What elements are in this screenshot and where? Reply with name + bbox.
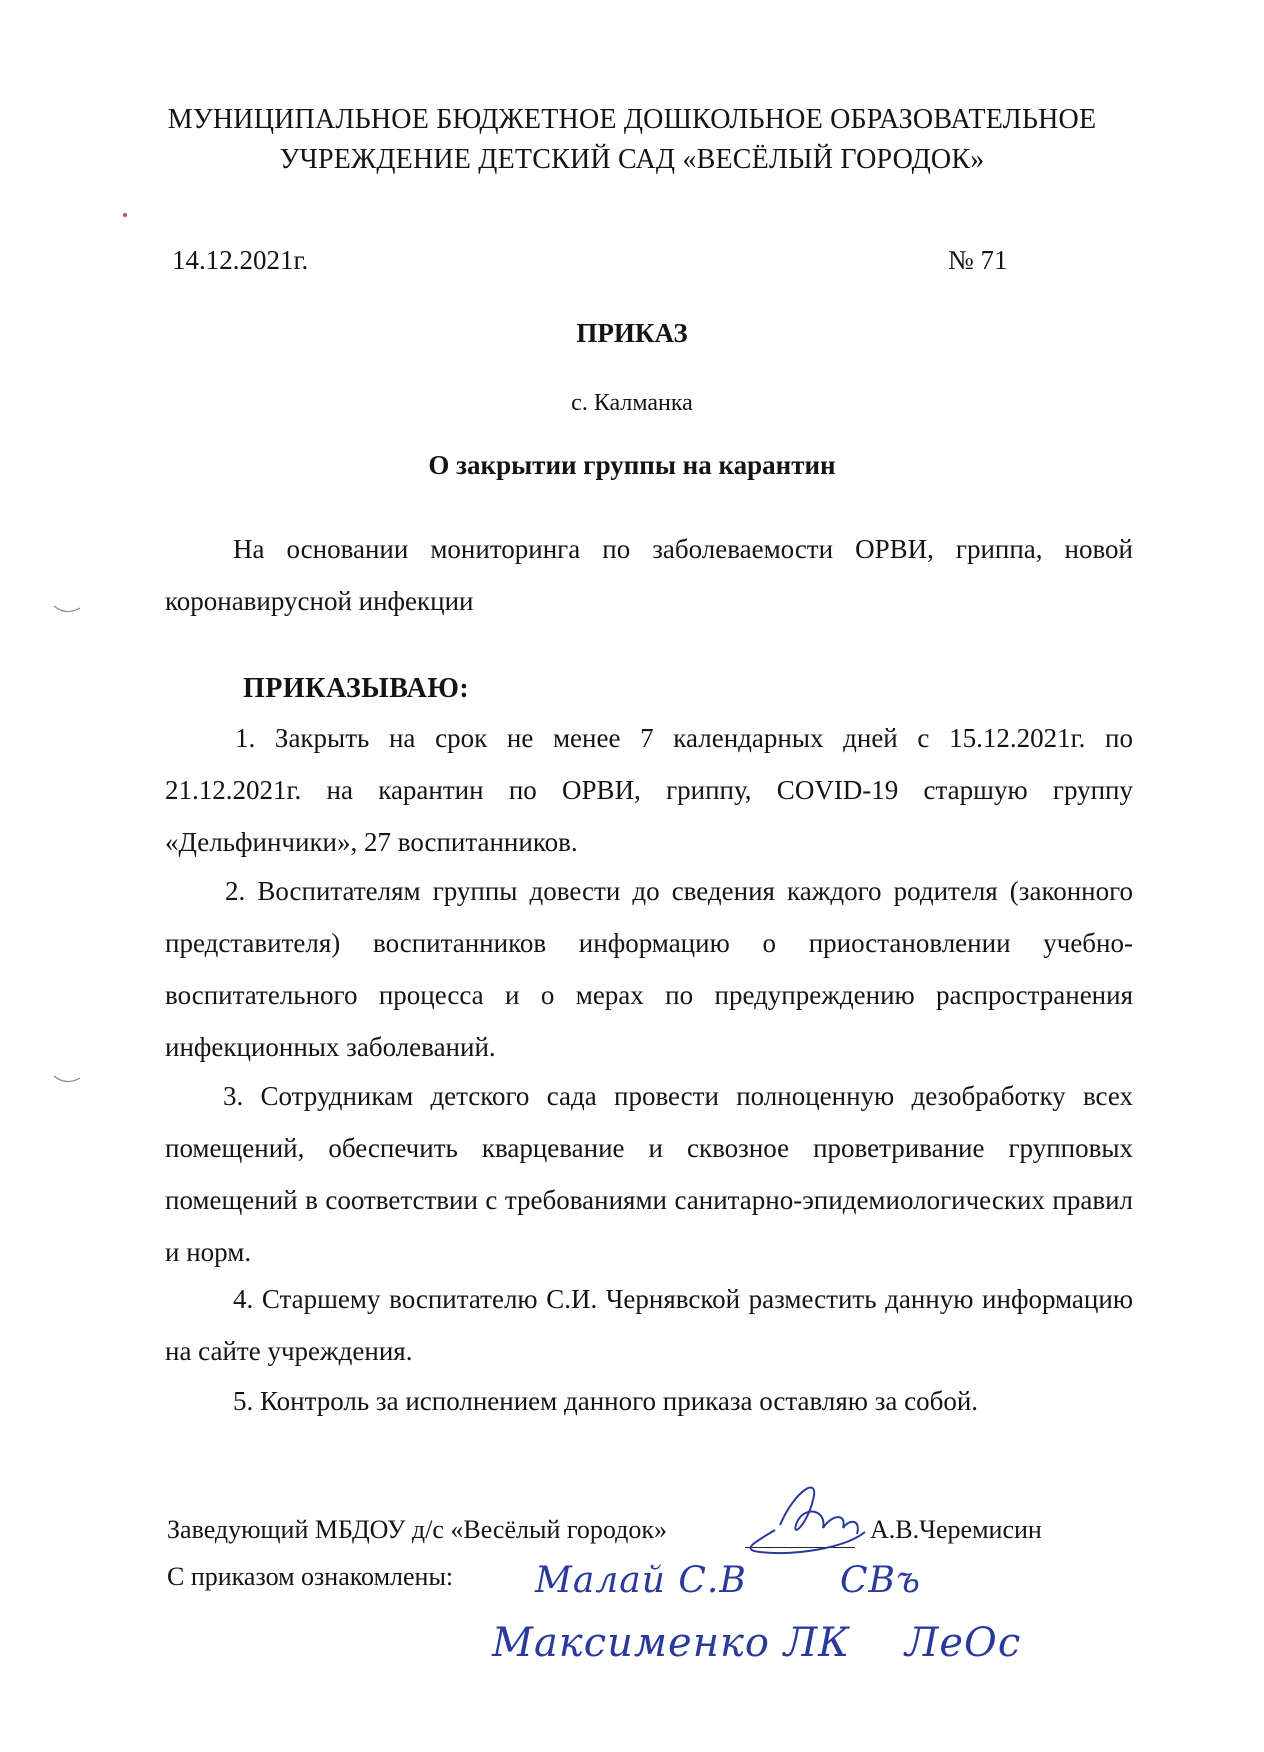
scan-mark bbox=[120, 210, 130, 230]
document-title: ПРИКАЗ bbox=[576, 318, 688, 348]
scan-mark bbox=[52, 1070, 82, 1090]
order-number: № 71 bbox=[948, 245, 1008, 275]
order-item-1: 1. Закрыть на срок не менее 7 календарных дней с 15.12.2021г. по 21.12.2021г. на карантин по ОРВИ, гриппу, COVID-19 старшую группу «Дельфинчики», 27 воспитанников. bbox=[165, 723, 1133, 857]
handwritten-initials-2: ЛеОс bbox=[905, 1620, 1022, 1666]
order-item-5: 5. Контроль за исполнением данного приказа оставляю за собой. bbox=[233, 1386, 979, 1416]
handwritten-acquaintance-2: Максименко ЛК bbox=[492, 1620, 851, 1666]
org-line-2: УЧРЕЖДЕНИЕ ДЕТСКИЙ САД «ВЕСЁЛЫЙ ГОРОДОК» bbox=[279, 144, 985, 175]
organization-header bbox=[100, 100, 1164, 180]
document-place: с. Калманка bbox=[571, 390, 693, 416]
order-item-4: 4. Старшему воспитателю С.И. Чернявской разместить данную информацию на сайте учреждения. bbox=[165, 1284, 1133, 1366]
head-signature bbox=[735, 1470, 875, 1560]
handwritten-initials-1: СВъ bbox=[840, 1560, 921, 1601]
order-item-3: 3. Сотрудникам детского сада провести полноценную дезобработку всех помещений, обеспечить кварцевание и сквозное проветривание групповых помещений в соответствии с требованиями санитарно-эпидемиологических правил и норм. bbox=[165, 1081, 1133, 1267]
document-subject: О закрытии группы на карантин bbox=[428, 450, 836, 480]
order-item-2: 2. Воспитателям группы довести до сведения каждого родителя (законного представителя) воспитанников информацию о приостановлении учебно-воспитательного процесса и о мерах по предупреждению распространения инфекционных заболеваний. bbox=[165, 876, 1133, 1062]
handwritten-acquaintance-1: Малай С.В bbox=[535, 1560, 747, 1601]
org-line-1: МУНИЦИПАЛЬНОЕ БЮДЖЕТНОЕ ДОШКОЛЬНОЕ ОБРАЗОВАТЕЛЬНОЕ bbox=[167, 104, 1097, 135]
acquainted-label: С приказом ознакомлены: bbox=[167, 1562, 454, 1591]
head-signatory-name: А.В.Черемисин bbox=[870, 1515, 1042, 1544]
head-signatory-label: Заведующий МБДОУ д/с «Весёлый городок» bbox=[167, 1515, 667, 1544]
orders-heading: ПРИКАЗЫВАЮ: bbox=[243, 673, 470, 704]
order-date: 14.12.2021г. bbox=[172, 245, 309, 275]
basis-paragraph: На основании мониторинга по заболеваемости ОРВИ, гриппа, новой коронавирусной инфекции bbox=[165, 534, 1133, 616]
scan-mark bbox=[52, 600, 82, 620]
